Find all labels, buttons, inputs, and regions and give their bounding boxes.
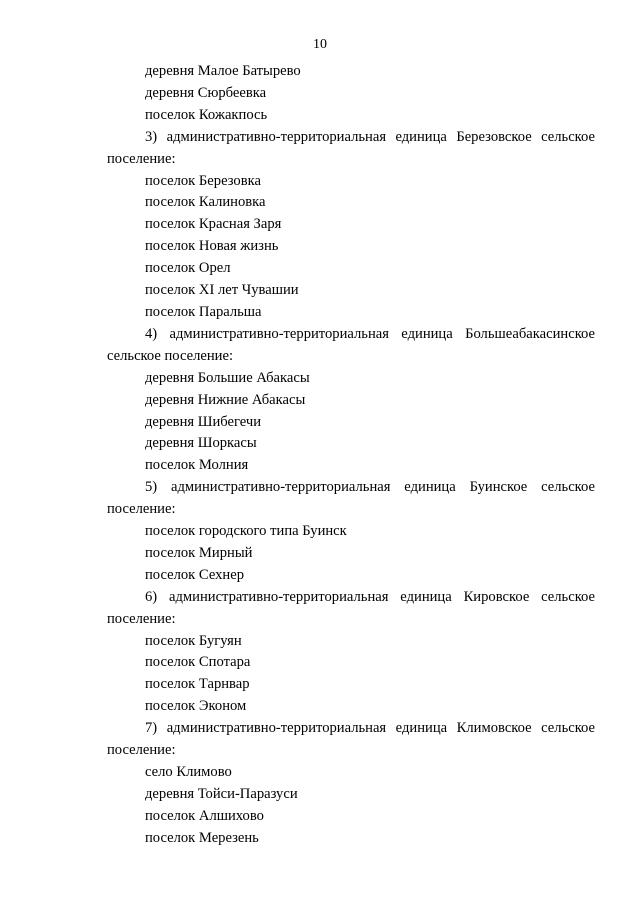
list-item: поселок Кожакпось <box>145 106 268 123</box>
section-heading: 6) административно-территориальная единица Кировское сельское <box>145 588 595 605</box>
section-heading-continuation: поселение: <box>107 742 176 759</box>
list-item: поселок Новая жизнь <box>145 238 279 255</box>
list-item: поселок Эконом <box>145 698 247 715</box>
document-body <box>107 61 595 850</box>
section-heading: 4) административно-территориальная единица Большеабакасинское <box>145 325 595 342</box>
list-item: деревня Сюрбеевка <box>145 84 267 101</box>
list-item: поселок Паральша <box>145 303 262 320</box>
list-item: поселок городского типа Буинск <box>145 523 347 540</box>
list-item: поселок Сехнер <box>145 566 244 583</box>
list-item: поселок Спотара <box>145 654 251 671</box>
list-item: поселок Молния <box>145 457 249 474</box>
section-heading-continuation: поселение: <box>107 501 176 518</box>
list-item: деревня Большие Абакасы <box>145 369 310 386</box>
page-number: 10 <box>313 37 327 52</box>
list-item: село Климово <box>145 764 232 780</box>
list-item: деревня Малое Батырево <box>145 63 301 79</box>
list-item: поселок Красная Заря <box>145 216 282 233</box>
list-item: поселок Алшихово <box>145 807 264 824</box>
list-item: поселок Тарнвар <box>145 676 250 693</box>
list-item: поселок Калиновка <box>145 194 266 211</box>
list-item: деревня Нижние Абакасы <box>145 391 306 408</box>
list-item: поселок Мирный <box>145 544 253 561</box>
section-heading: 5) административно-территориальная единица Буинское сельское <box>145 479 595 496</box>
list-item: поселок Березовка <box>145 172 261 189</box>
list-item: деревня Тойси-Паразуси <box>145 785 298 802</box>
section-heading: 7) административно-территориальная единица Климовское сельское <box>145 720 595 737</box>
section-heading: 3) административно-территориальная единица Березовское сельское <box>145 128 595 145</box>
list-item: поселок Бугуян <box>145 632 242 649</box>
list-item: поселок Орел <box>145 260 231 277</box>
section-heading-continuation: поселение: <box>107 150 176 167</box>
list-item: деревня Шибегечи <box>145 413 262 430</box>
list-item: поселок XI лет Чувашии <box>145 282 299 299</box>
section-heading-continuation: сельское поселение: <box>107 347 234 364</box>
list-item: деревня Шоркасы <box>145 435 257 452</box>
section-heading-continuation: поселение: <box>107 610 176 627</box>
list-item: поселок Мерезень <box>145 829 259 846</box>
